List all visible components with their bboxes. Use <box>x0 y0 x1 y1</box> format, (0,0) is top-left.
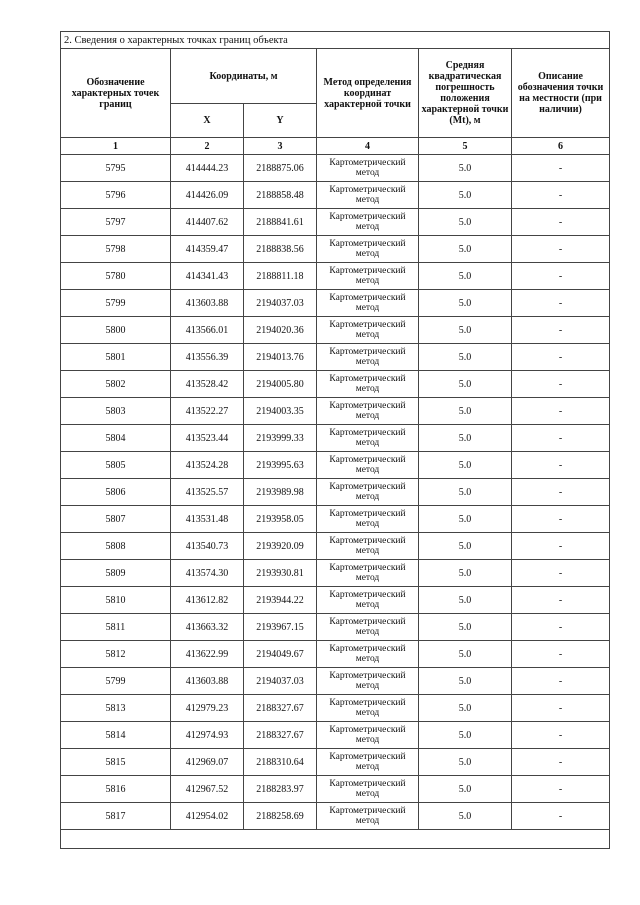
table-row <box>61 479 610 506</box>
table-row <box>61 533 610 560</box>
x-coordinate-cell: 413574.30 <box>171 560 244 587</box>
x-coordinate-cell: 414359.47 <box>171 236 244 263</box>
table-row <box>61 749 610 776</box>
document-sheet <box>60 31 609 849</box>
table-row <box>61 641 610 668</box>
x-coordinate-cell: 414407.62 <box>171 209 244 236</box>
point-cell: 5816 <box>61 776 171 803</box>
y-coordinate-cell: 2188283.97 <box>244 776 317 803</box>
x-coordinate-cell: 412979.23 <box>171 695 244 722</box>
error-cell: 5.0 <box>419 182 512 209</box>
error-cell: 5.0 <box>419 668 512 695</box>
y-coordinate-cell: 2194013.76 <box>244 344 317 371</box>
point-cell: 5802 <box>61 371 171 398</box>
x-coordinate-cell: 412967.52 <box>171 776 244 803</box>
x-coordinate-cell: 413540.73 <box>171 533 244 560</box>
description-cell: - <box>512 668 610 695</box>
y-coordinate-cell: 2193920.09 <box>244 533 317 560</box>
error-cell: 5.0 <box>419 236 512 263</box>
y-coordinate-cell: 2194037.03 <box>244 668 317 695</box>
description-cell: - <box>512 425 610 452</box>
table-row <box>61 290 610 317</box>
x-coordinate-cell: 413524.28 <box>171 452 244 479</box>
x-coordinate-cell: 412974.93 <box>171 722 244 749</box>
y-coordinate-cell: 2193958.05 <box>244 506 317 533</box>
point-cell: 5780 <box>61 263 171 290</box>
error-cell: 5.0 <box>419 641 512 668</box>
method-cell: Картометрический метод <box>317 533 419 560</box>
method-cell: Картометрический метод <box>317 506 419 533</box>
description-cell: - <box>512 749 610 776</box>
y-coordinate-cell: 2193989.98 <box>244 479 317 506</box>
error-cell: 5.0 <box>419 425 512 452</box>
error-cell: 5.0 <box>419 479 512 506</box>
error-cell: 5.0 <box>419 803 512 830</box>
table-row <box>61 398 610 425</box>
error-cell: 5.0 <box>419 506 512 533</box>
header-coordinates: Координаты, м <box>171 49 317 104</box>
description-cell: - <box>512 587 610 614</box>
y-coordinate-cell: 2194003.35 <box>244 398 317 425</box>
point-cell: 5797 <box>61 209 171 236</box>
column-number: 5 <box>419 138 512 155</box>
header-x: X <box>171 104 244 138</box>
y-coordinate-cell: 2193930.81 <box>244 560 317 587</box>
empty-footer-row <box>61 830 610 849</box>
description-cell: - <box>512 317 610 344</box>
description-cell: - <box>512 371 610 398</box>
point-cell: 5805 <box>61 452 171 479</box>
header-error: Средняя квадратическая погрешность положения характерной точки (Mt), м <box>419 49 512 138</box>
error-cell: 5.0 <box>419 587 512 614</box>
y-coordinate-cell: 2194020.36 <box>244 317 317 344</box>
table-row <box>61 695 610 722</box>
description-cell: - <box>512 182 610 209</box>
description-cell: - <box>512 695 610 722</box>
table-row <box>61 344 610 371</box>
column-number: 6 <box>512 138 610 155</box>
description-cell: - <box>512 452 610 479</box>
method-cell: Картометрический метод <box>317 344 419 371</box>
x-coordinate-cell: 412954.02 <box>171 803 244 830</box>
method-cell: Картометрический метод <box>317 371 419 398</box>
point-cell: 5810 <box>61 587 171 614</box>
table-row <box>61 155 610 182</box>
y-coordinate-cell: 2188875.06 <box>244 155 317 182</box>
description-cell: - <box>512 398 610 425</box>
point-cell: 5801 <box>61 344 171 371</box>
table-row <box>61 776 610 803</box>
description-cell: - <box>512 641 610 668</box>
table-row <box>61 560 610 587</box>
table-row <box>61 371 610 398</box>
point-cell: 5799 <box>61 668 171 695</box>
description-cell: - <box>512 479 610 506</box>
method-cell: Картометрический метод <box>317 749 419 776</box>
description-cell: - <box>512 263 610 290</box>
description-cell: - <box>512 344 610 371</box>
table-row <box>61 425 610 452</box>
point-cell: 5809 <box>61 560 171 587</box>
x-coordinate-cell: 414426.09 <box>171 182 244 209</box>
x-coordinate-cell: 413525.57 <box>171 479 244 506</box>
x-coordinate-cell: 413566.01 <box>171 317 244 344</box>
error-cell: 5.0 <box>419 371 512 398</box>
error-cell: 5.0 <box>419 155 512 182</box>
y-coordinate-cell: 2188841.61 <box>244 209 317 236</box>
y-coordinate-cell: 2188327.67 <box>244 695 317 722</box>
error-cell: 5.0 <box>419 452 512 479</box>
method-cell: Картометрический метод <box>317 668 419 695</box>
point-cell: 5795 <box>61 155 171 182</box>
header-method: Метод определения координат характерной точки <box>317 49 419 138</box>
method-cell: Картометрический метод <box>317 452 419 479</box>
table-row <box>61 722 610 749</box>
header-description: Описание обозначения точки на местности (при наличии) <box>512 49 610 138</box>
table-row <box>61 668 610 695</box>
error-cell: 5.0 <box>419 344 512 371</box>
header-y: Y <box>244 104 317 138</box>
y-coordinate-cell: 2193967.15 <box>244 614 317 641</box>
column-number: 1 <box>61 138 171 155</box>
empty-cell <box>61 830 610 849</box>
point-cell: 5808 <box>61 533 171 560</box>
y-coordinate-cell: 2193944.22 <box>244 587 317 614</box>
method-cell: Картометрический метод <box>317 425 419 452</box>
error-cell: 5.0 <box>419 722 512 749</box>
section-title: 2. Сведения о характерных точках границ объекта <box>61 32 610 49</box>
table-row <box>61 209 610 236</box>
y-coordinate-cell: 2188310.64 <box>244 749 317 776</box>
y-coordinate-cell: 2188858.48 <box>244 182 317 209</box>
point-cell: 5798 <box>61 236 171 263</box>
point-cell: 5814 <box>61 722 171 749</box>
description-cell: - <box>512 803 610 830</box>
table-row <box>61 263 610 290</box>
error-cell: 5.0 <box>419 695 512 722</box>
column-number: 3 <box>244 138 317 155</box>
x-coordinate-cell: 413603.88 <box>171 668 244 695</box>
method-cell: Картометрический метод <box>317 236 419 263</box>
point-cell: 5807 <box>61 506 171 533</box>
method-cell: Картометрический метод <box>317 560 419 587</box>
y-coordinate-cell: 2188327.67 <box>244 722 317 749</box>
method-cell: Картометрический метод <box>317 479 419 506</box>
method-cell: Картометрический метод <box>317 776 419 803</box>
table-row <box>61 182 610 209</box>
point-cell: 5812 <box>61 641 171 668</box>
description-cell: - <box>512 560 610 587</box>
column-numbers-row <box>61 138 610 155</box>
table-body <box>61 155 610 830</box>
point-cell: 5815 <box>61 749 171 776</box>
point-cell: 5799 <box>61 290 171 317</box>
description-cell: - <box>512 722 610 749</box>
point-cell: 5796 <box>61 182 171 209</box>
description-cell: - <box>512 506 610 533</box>
description-cell: - <box>512 776 610 803</box>
y-coordinate-cell: 2194005.80 <box>244 371 317 398</box>
x-coordinate-cell: 413523.44 <box>171 425 244 452</box>
x-coordinate-cell: 414341.43 <box>171 263 244 290</box>
method-cell: Картометрический метод <box>317 803 419 830</box>
point-cell: 5804 <box>61 425 171 452</box>
method-cell: Картометрический метод <box>317 263 419 290</box>
x-coordinate-cell: 413528.42 <box>171 371 244 398</box>
error-cell: 5.0 <box>419 749 512 776</box>
error-cell: 5.0 <box>419 290 512 317</box>
x-coordinate-cell: 413556.39 <box>171 344 244 371</box>
error-cell: 5.0 <box>419 614 512 641</box>
x-coordinate-cell: 413622.99 <box>171 641 244 668</box>
column-number: 2 <box>171 138 244 155</box>
table-row <box>61 452 610 479</box>
description-cell: - <box>512 614 610 641</box>
x-coordinate-cell: 412969.07 <box>171 749 244 776</box>
description-cell: - <box>512 236 610 263</box>
method-cell: Картометрический метод <box>317 641 419 668</box>
point-cell: 5806 <box>61 479 171 506</box>
point-cell: 5811 <box>61 614 171 641</box>
error-cell: 5.0 <box>419 263 512 290</box>
point-cell: 5800 <box>61 317 171 344</box>
method-cell: Картометрический метод <box>317 290 419 317</box>
y-coordinate-cell: 2193999.33 <box>244 425 317 452</box>
x-coordinate-cell: 413603.88 <box>171 290 244 317</box>
description-cell: - <box>512 155 610 182</box>
error-cell: 5.0 <box>419 533 512 560</box>
error-cell: 5.0 <box>419 398 512 425</box>
y-coordinate-cell: 2188811.18 <box>244 263 317 290</box>
x-coordinate-cell: 413522.27 <box>171 398 244 425</box>
y-coordinate-cell: 2193995.63 <box>244 452 317 479</box>
y-coordinate-cell: 2188258.69 <box>244 803 317 830</box>
method-cell: Картометрический метод <box>317 398 419 425</box>
description-cell: - <box>512 533 610 560</box>
point-cell: 5813 <box>61 695 171 722</box>
y-coordinate-cell: 2188838.56 <box>244 236 317 263</box>
description-cell: - <box>512 290 610 317</box>
method-cell: Картометрический метод <box>317 587 419 614</box>
y-coordinate-cell: 2194037.03 <box>244 290 317 317</box>
method-cell: Картометрический метод <box>317 182 419 209</box>
point-cell: 5817 <box>61 803 171 830</box>
error-cell: 5.0 <box>419 560 512 587</box>
table-row <box>61 506 610 533</box>
column-number: 4 <box>317 138 419 155</box>
boundary-points-table <box>60 31 610 849</box>
method-cell: Картометрический метод <box>317 317 419 344</box>
header-designation: Обозначение характерных точек границ <box>61 49 171 138</box>
point-cell: 5803 <box>61 398 171 425</box>
method-cell: Картометрический метод <box>317 209 419 236</box>
table-row <box>61 236 610 263</box>
x-coordinate-cell: 413663.32 <box>171 614 244 641</box>
error-cell: 5.0 <box>419 209 512 236</box>
method-cell: Картометрический метод <box>317 695 419 722</box>
x-coordinate-cell: 413612.82 <box>171 587 244 614</box>
x-coordinate-cell: 413531.48 <box>171 506 244 533</box>
method-cell: Картометрический метод <box>317 614 419 641</box>
table-row <box>61 803 610 830</box>
method-cell: Картометрический метод <box>317 155 419 182</box>
method-cell: Картометрический метод <box>317 722 419 749</box>
table-row <box>61 317 610 344</box>
error-cell: 5.0 <box>419 776 512 803</box>
x-coordinate-cell: 414444.23 <box>171 155 244 182</box>
table-row <box>61 587 610 614</box>
error-cell: 5.0 <box>419 317 512 344</box>
description-cell: - <box>512 209 610 236</box>
table-row <box>61 614 610 641</box>
y-coordinate-cell: 2194049.67 <box>244 641 317 668</box>
